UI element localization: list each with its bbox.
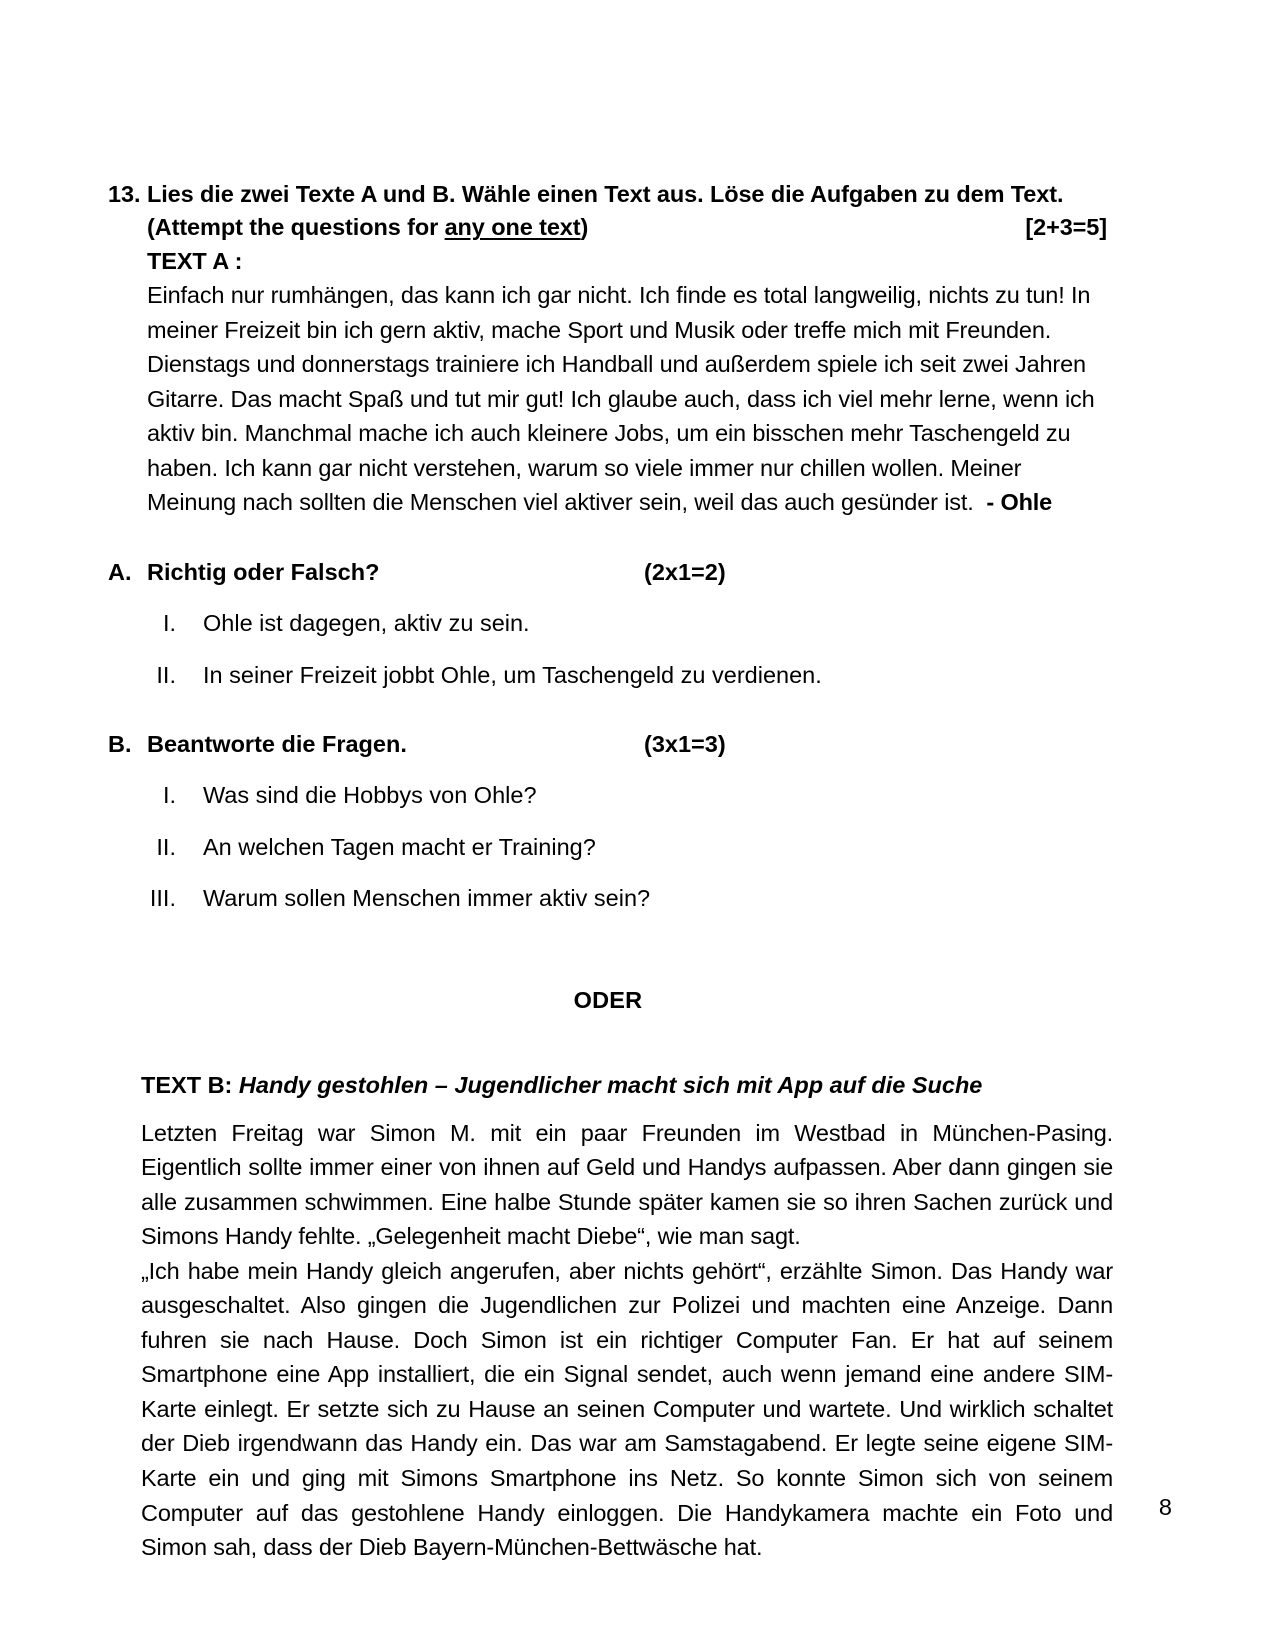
question-body <box>147 178 1108 278</box>
item-text: In seiner Freizeit jobbt Ohle, um Taschengeld zu verdienen. <box>203 661 822 688</box>
item-number: II. <box>156 661 176 688</box>
text-a-paragraph <box>147 278 1107 520</box>
text-a-body: Einfach nur rumhängen, das kann ich gar nicht. Ich finde es total langweilig, nichts zu tun! In meiner Freizeit bin ich gern aktiv, mache Sport und Musik oder treffe mich mit Freunden. Dienstags und donnerstags trainiere ich Handball und außerdem spiele ich seit zwei Jahren Gitarre. Das macht Spaß und tut mir gut! Ich glaube auch, dass ich viel mehr lerne, wenn ich aktiv bin. Manchmal mache ich auch kleinere Jobs, um ein bisschen mehr Taschengeld zu haben. Ich kann gar nicht verstehen, warum so viele immer nur chillen wollen. Meiner Meinung nach sollten die Menschen viel aktiver sein, weil das auch gesünder ist. <box>147 282 1095 516</box>
section-a-header <box>108 556 1108 589</box>
text-a-attribution: - Ohle <box>986 489 1053 516</box>
attempt-note-suffix: ) <box>580 214 589 241</box>
question-marks: [2+3=5] <box>1025 214 1107 241</box>
question-13-header <box>108 178 1108 278</box>
question-instruction-line-1: Lies die zwei Texte A und B. Wähle einen Text aus. Löse die Aufgaben zu dem Text. <box>147 181 1064 207</box>
section-b-header <box>108 728 1108 761</box>
attempt-note-prefix: (Attempt the questions for <box>147 214 445 241</box>
item-text: An welchen Tagen macht er Training? <box>203 833 596 860</box>
text-b-title: Handy gestohlen – Jugendlicher macht sich mit App auf die Suche <box>238 1072 983 1099</box>
list-item <box>108 831 1108 864</box>
oder-divider: ODER <box>573 987 643 1014</box>
list-item <box>108 882 1108 915</box>
section-a-letter: A. <box>108 558 132 585</box>
text-b-paragraph-1: Letzten Freitag war Simon M. mit ein paar Freunden im Westbad in München-Pasing. Eigentlich sollte immer einer von ihnen auf Geld und Handys aufpassen. Aber dann gingen sie alle zusammen schwimmen. Eine halbe Stunde später kamen sie so ihren Sachen zurück und Simons Handy fehlte. „Gelegenheit macht Diebe“, wie man sagt. <box>141 1119 1113 1250</box>
item-number: III. <box>149 884 176 911</box>
section-a-marks: (2x1=2) <box>644 558 726 585</box>
text-a-label: TEXT A : <box>147 247 243 274</box>
item-number: I. <box>162 610 176 637</box>
page-number: 8 <box>1158 1493 1172 1520</box>
list-item <box>108 659 1108 692</box>
attempt-note <box>147 211 588 244</box>
item-number: I. <box>162 782 176 809</box>
section-b-title: Beantworte die Fragen. <box>147 730 407 757</box>
text-b-label: TEXT B: <box>141 1072 233 1099</box>
section-b-letter: B. <box>108 730 132 757</box>
page-content <box>108 178 1113 1565</box>
item-text: Warum sollen Menschen immer aktiv sein? <box>203 884 651 911</box>
section-b <box>108 728 1108 915</box>
list-item <box>108 607 1108 640</box>
question-number: 13. <box>108 181 141 207</box>
item-text: Was sind die Hobbys von Ohle? <box>203 782 537 809</box>
item-text: Ohle ist dagegen, aktiv zu sein. <box>203 610 530 637</box>
text-b-header <box>141 1069 1108 1102</box>
list-item <box>108 779 1108 812</box>
section-a-title: Richtig oder Falsch? <box>147 558 380 585</box>
section-b-marks: (3x1=3) <box>644 730 726 757</box>
attempt-note-underlined: any one text <box>444 214 581 241</box>
question-instruction-line-2 <box>147 211 1107 244</box>
section-a <box>108 556 1108 692</box>
text-b-paragraph-2: „Ich habe mein Handy gleich angerufen, aber nichts gehört“, erzählte Simon. Das Handy war ausgeschaltet. Also gingen die Jugendlichen zur Polizei und machten eine Anzeige. Dann fuhren sie nach Hause. Doch Simon ist ein richtiger Computer Fan. Er hat auf seinem Smartphone eine App installiert, die ein Signal sendet, auch wenn jemand eine andere SIM-Karte einlegt. Er setzte sich zu Hause an seinen Computer und wartete. Und wirklich schaltet der Dieb irgendwann das Handy ein. Das war am Samstagabend. Er legte seine eigene SIM-Karte ein und ging mit Simons Smartphone ins Netz. So konnte Simon sich von seinem Computer auf das gestohlene Handy einloggen. Die Handykamera machte ein Foto und Simon sah, dass der Dieb Bayern-München-Bettwäsche hat. <box>141 1257 1113 1561</box>
item-number: II. <box>156 833 176 860</box>
